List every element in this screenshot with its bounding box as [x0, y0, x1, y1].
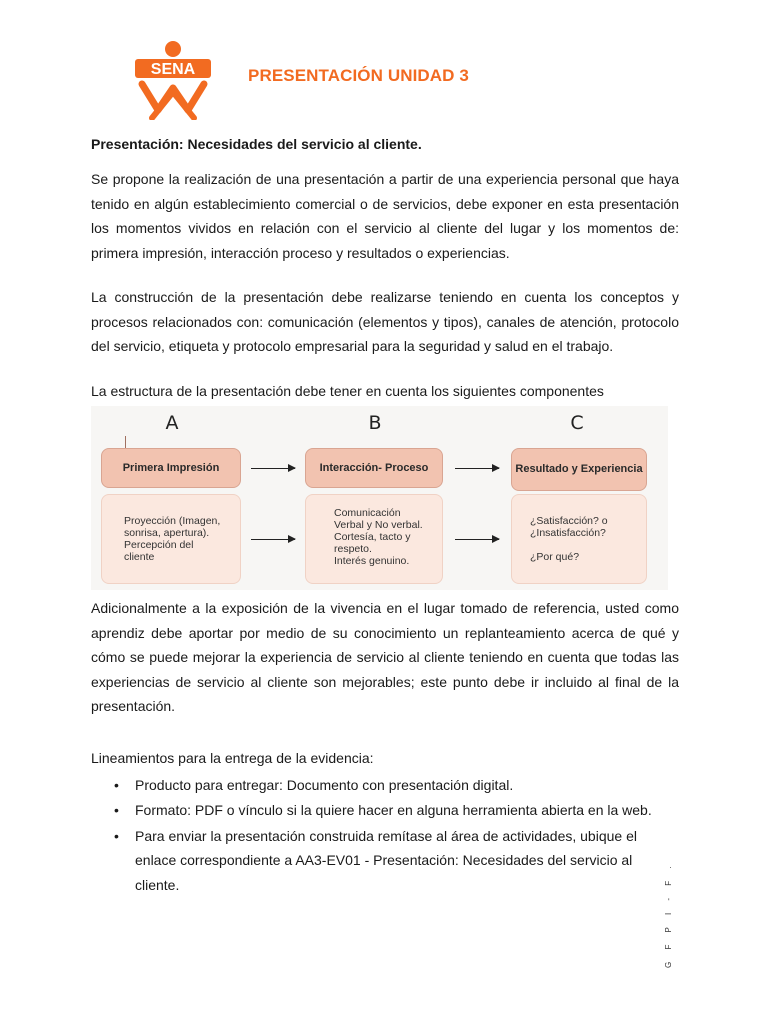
column-letter-a: A — [165, 412, 179, 434]
detail-line: Interés genuino. — [334, 555, 410, 567]
sena-logo — [132, 40, 214, 120]
guidelines-list — [91, 773, 679, 898]
detail-line — [530, 539, 638, 551]
detail-line: respeto. — [334, 543, 372, 555]
detail-line: ¿Satisfacción? o — [530, 515, 608, 527]
box-a-details — [101, 494, 241, 584]
detail-line: ¿Por qué? — [530, 551, 580, 563]
paragraph: Se propone la realización de una presentación a partir de una experiencia personal que haya tenido en algún establecimiento comercial o de servicios, debe exponer en esta presentación los momentos vividos en relación con el servicio al cliente del lugar y los momentos de: primera impresión, interacción proceso y resultados o experiencias. — [91, 171, 679, 261]
list-item: • Para enviar la presentación construida remítase al área de actividades, ubique el enlace correspondiente a AA3-EV01 - Presentación: Necesidades del servicio al cliente. — [91, 824, 679, 898]
detail-line: Proyección (Imagen, — [124, 515, 221, 527]
detail-line: Comunicación — [334, 507, 401, 519]
detail-line: sonrisa, apertura). — [124, 527, 210, 539]
paragraph: La estructura de la presentación debe tener en cuenta los siguientes componentes — [91, 382, 604, 399]
svg-text:SENA: SENA — [150, 61, 196, 78]
paragraph: Adicionalmente a la exposición de la vivencia en el lugar tomado de referencia, usted como aprendiz debe aportar por medio de su conocimiento un replanteamiento acerca de qué y cómo se puede mejorar la experiencia de servicio al cliente teniendo en cuenta que todas las experiencias de servicio al cliente son mejorables; este punto debe ir incluido al final de la presentación. — [91, 600, 679, 714]
guidelines-title: Lineamientos para la entrega de la evidencia: — [91, 750, 374, 766]
list-item: • Producto para entregar: Documento con presentación digital. — [91, 773, 679, 798]
column-letter-c: C — [570, 412, 584, 434]
decorative-tick — [125, 436, 126, 448]
intro-section — [91, 136, 679, 403]
subtitle: Presentación: Necesidades del servicio al cliente. — [91, 136, 422, 152]
detail-line: Verbal y No verbal. — [334, 519, 423, 531]
detail-line: Cortesía, tacto y — [334, 531, 411, 543]
column-letter-b: B — [368, 412, 382, 434]
box-a-heading: Primera Impresión — [101, 448, 241, 488]
page-title: PRESENTACIÓN UNIDAD 3 — [248, 66, 469, 85]
box-b-details — [305, 494, 443, 584]
guidelines-section — [91, 746, 679, 898]
arrow-right-icon — [455, 468, 499, 469]
structure-diagram — [91, 406, 668, 590]
box-b-heading: Interacción- Proceso — [305, 448, 443, 488]
detail-line: ¿Insatisfacción? — [530, 527, 606, 539]
paragraph: La construcción de la presentación debe realizarse teniendo en cuenta los conceptos y procesos relacionados con: comunicación (elementos y tipos), canales de atención, protocolo del servicio, etiqueta y protocolo empresarial para la seguridad y salud en el trabajo. — [91, 289, 679, 354]
arrow-right-icon — [455, 539, 499, 540]
detail-line: cliente — [124, 551, 155, 563]
box-c-heading: Resultado y Experiencia — [511, 448, 647, 491]
footer-code: G F P I - F . — [664, 861, 673, 968]
arrow-right-icon — [251, 539, 295, 540]
detail-line: Percepción del — [124, 539, 194, 551]
arrow-right-icon — [251, 468, 295, 469]
list-item: • Formato: PDF o vínculo si la quiere hacer en alguna herramienta abierta en la web. — [91, 798, 679, 823]
box-c-details — [511, 494, 647, 584]
additional-section — [91, 596, 679, 739]
